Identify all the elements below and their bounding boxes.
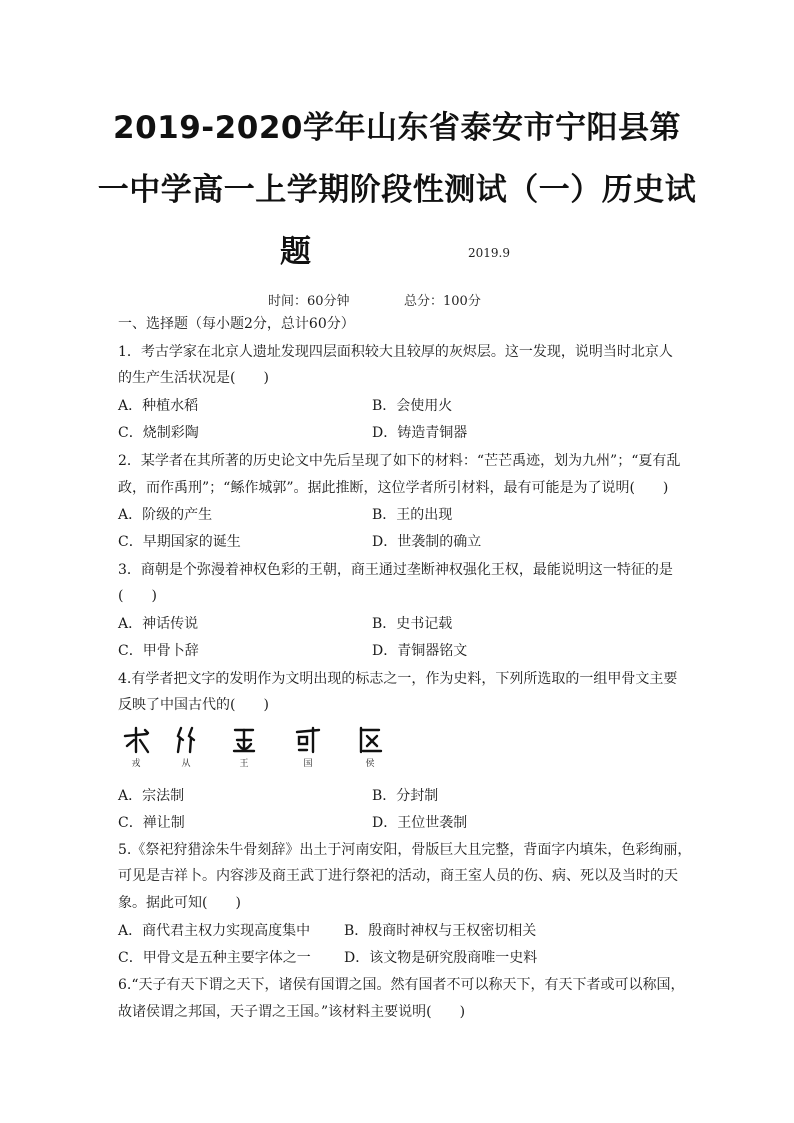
option-a: A．神话传说	[118, 616, 199, 632]
question-text-line: 的生产生活状况是( )	[118, 370, 269, 386]
option-b: B．王的出现	[372, 507, 453, 523]
question-text-line: 故诸侯谓之邦国，天子谓之王国。”该材料主要说明( )	[118, 1004, 466, 1020]
question-text-line: 2．某学者在其所著的历史论文中先后呈现了如下的材料：“芒芒禹迹，划为九州”；“夏有乱	[118, 453, 681, 469]
question-text-line: 象。据此可知( )	[118, 895, 241, 911]
question-text-line: ( )	[118, 588, 157, 604]
option-a: A．宗法制	[118, 788, 185, 804]
option-c: C．早期国家的诞生	[118, 534, 241, 550]
question-text-line: 反映了中国古代的( )	[118, 697, 269, 713]
option-c: C．禅让制	[118, 815, 185, 831]
option-a: A．种植水稻	[118, 398, 199, 414]
question-text-line: 6.“天子有天下谓之天下，诸侯有国谓之国。然有国者不可以称天下，有天下者或可以称国，	[118, 977, 685, 993]
document-title-line-1: 2019-2020学年山东省泰安市宁阳县第	[113, 110, 681, 146]
question-text-line: 4.有学者把文字的发明作为文明出现的标志之一，作为史料，下列所选取的一组甲骨文主要	[118, 671, 678, 687]
option-d: D．青铜器铭文	[372, 643, 468, 659]
glyph-caption: 国	[303, 759, 313, 769]
question-text-line: 1．考古学家在北京人遗址发现四层面积较大且较厚的灰烬层。这一发现，说明当时北京人	[118, 344, 673, 360]
document-title-line-3: 题	[280, 234, 312, 270]
oracle-glyph-hou	[352, 724, 388, 770]
option-d: D．世袭制的确立	[372, 534, 482, 550]
question-text-line: 3．商朝是个弥漫着神权色彩的王朝，商王通过垄断神权强化王权，最能说明这一特征的是	[118, 562, 673, 578]
question-text-line: 可见是吉祥卜。内容涉及商王武丁进行祭祀的活动，商王室人员的伤、病、死以及当时的天	[118, 868, 678, 884]
option-b: B．分封制	[372, 788, 439, 804]
document-title-line-2: 一中学高一上学期阶段性测试（一）历史试	[97, 172, 697, 208]
question-text-line: 5.《祭祀狩猎涂朱牛骨刻辞》出土于河南安阳，骨版巨大且完整，背面字内填朱，色彩绚丽，	[118, 842, 692, 858]
glyph-caption: 戎	[131, 759, 141, 769]
exam-total-score: 总分：100分	[404, 294, 481, 309]
option-a: A．阶级的产生	[118, 507, 213, 523]
glyph-caption: 从	[181, 759, 191, 769]
option-d: D．铸造青铜器	[372, 425, 468, 441]
option-d: D．王位世袭制	[372, 815, 468, 831]
option-b: B．史书记载	[372, 616, 453, 632]
option-b: B．殷商时神权与王权密切相关	[344, 923, 537, 939]
oracle-glyph-guo	[290, 724, 326, 770]
option-c: C．甲骨文是五种主要字体之一	[118, 950, 311, 966]
option-c: C．烧制彩陶	[118, 425, 199, 441]
question-text-line: 政，而作禹刑”；“鲧作城郭”。据此推断，这位学者所引材料，最有可能是为了说明( )	[118, 480, 669, 496]
section-heading: 一、选择题（每小题2分，总计60分）	[118, 316, 355, 332]
glyph-caption: 王	[239, 759, 249, 769]
oracle-glyph-cong	[168, 724, 204, 770]
oracle-glyph-rong	[118, 724, 154, 770]
option-a: A．商代君主权力实现高度集中	[118, 923, 311, 939]
option-d: D．该文物是研究殷商唯一史料	[344, 950, 538, 966]
option-b: B．会使用火	[372, 398, 453, 414]
oracle-glyph-wang	[226, 724, 262, 770]
exam-time: 时间：60分钟	[268, 294, 350, 309]
glyph-caption: 侯	[365, 759, 375, 769]
oracle-bone-glyphs	[118, 724, 408, 776]
exam-date: 2019.9	[468, 246, 510, 260]
option-c: C．甲骨卜辞	[118, 643, 199, 659]
